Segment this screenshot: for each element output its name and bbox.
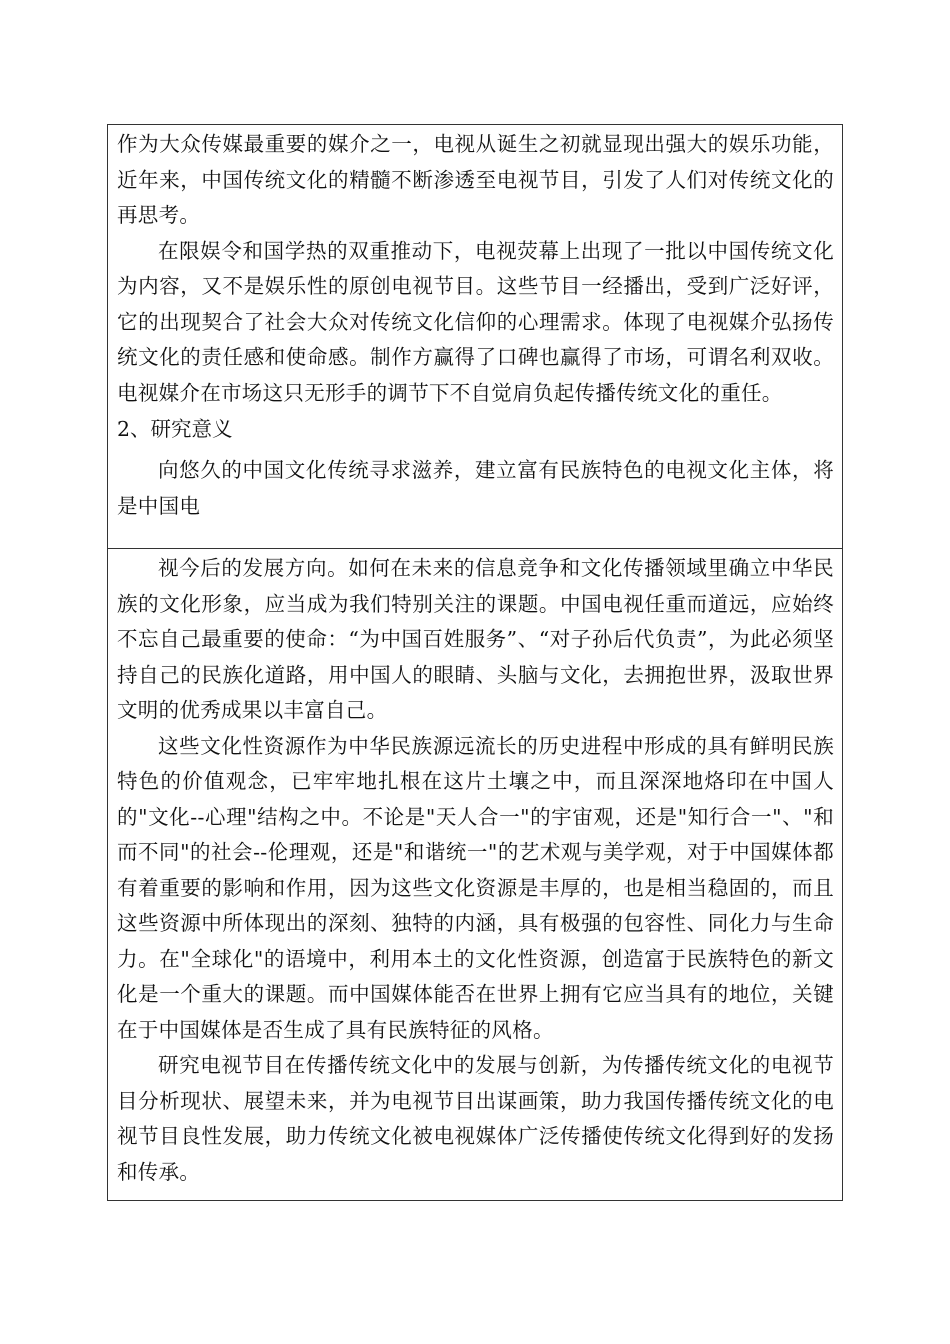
paragraph-research-goal: 研究电视节目在传播传统文化中的发展与创新，为传播传统文化的电视节目分析现状、展望未来，并为电视节目出谋画策，助力我国传播传统文化的电视节目良性发展，助力传统文化被电视媒体广泛传播使传统文化得到好的发扬和传承。 (117, 1053, 834, 1184)
table-cell-lower (107, 548, 843, 1201)
table-cell-upper (107, 124, 843, 549)
section-heading: 2、研究意义 (117, 417, 233, 441)
paragraph-intro: 作为大众传媒最重要的媒介之一，电视从诞生之初就显现出强大的娱乐功能，近年来，中国传统文化的精髓不断渗透至电视节目，引发了人们对传统文化的再思考。 (117, 132, 834, 227)
paragraph-significance-continued: 视今后的发展方向。如何在未来的信息竞争和文化传播领域里确立中华民族的文化形象，应当成为我们特别关注的课题。中国电视任重而道远，应始终不忘自己最重要的使命：“为中国百姓服务”、“对子孙后代负责”，为此必须坚持自己的民族化道路，用中国人的眼睛、头脑与文化，去拥抱世界，汲取世界文明的优秀成果以丰富自己。 (117, 556, 834, 722)
paragraph-significance-start: 向悠久的中国文化传统寻求滋养，建立富有民族特色的电视文化主体，将是中国电 (117, 458, 834, 518)
paragraph-background: 在限娱令和国学热的双重推动下，电视荧幕上出现了一批以中国传统文化为内容，又不是娱乐性的原创电视节目。这些节目一经播出，受到广泛好评，它的出现契合了社会大众对传统文化信仰的心理需求。体现了电视媒介弘扬传统文化的责任感和使命感。制作方赢得了口碑也赢得了市场，可谓名利双收。电视媒介在市场这只无形手的调节下不自觉肩负起传播传统文化的重任。 (117, 238, 834, 405)
paragraph-cultural-resources: 这些文化性资源作为中华民族源远流长的历史进程中形成的具有鲜明民族特色的价值观念，已牢牢地扎根在这片土壤之中，而且深深地烙印在中国人的"文化--心理"结构之中。不论是"天人合一"的宇宙观，还是"知行合一"、"和而不同"的社会--伦理观，还是"和谐统一"的艺术观与美学观，对于中国媒体都有着重要的影响和作用，因为这些文化资源是丰厚的，也是相当稳固的，而且这些资源中所体现出的深刻、独特的内涵，具有极强的包容性、同化力与生命力。在"全球化"的语境中，利用本土的文化性资源，创造富于民族特色的新文化是一个重大的课题。而中国媒体能否在世界上拥有它应当具有的地位，关键在于中国媒体是否生成了具有民族特征的风格。 (117, 733, 834, 1042)
